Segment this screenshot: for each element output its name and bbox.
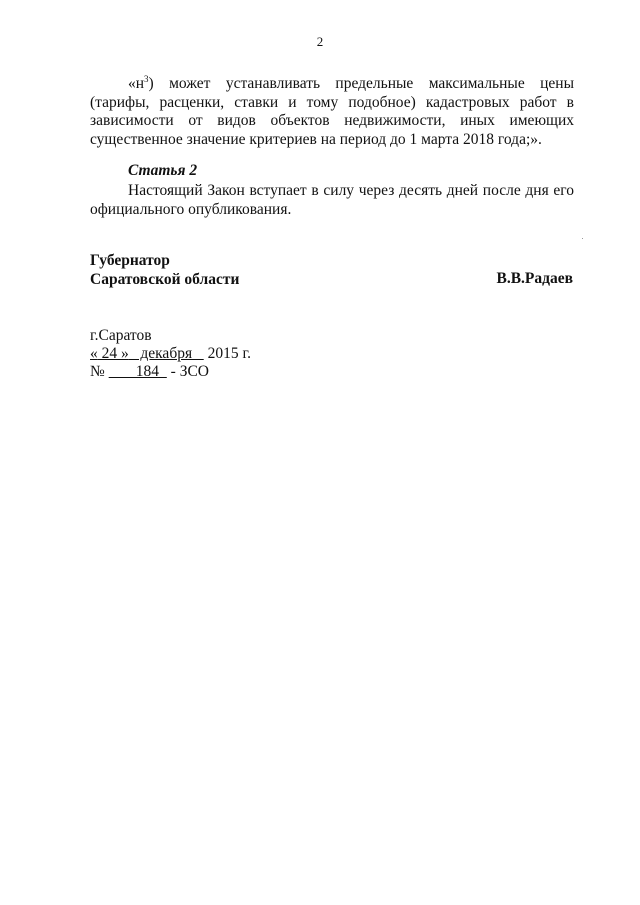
signatory-title-line1: Губернатор	[90, 252, 170, 269]
paragraph-open: «н	[128, 75, 145, 92]
signatory-name: В.В.Радаев	[496, 270, 573, 287]
scan-speck	[582, 238, 583, 239]
date-month: декабря	[128, 345, 204, 362]
date-close: »	[121, 345, 129, 362]
article-text: Настоящий Закон вступает в силу через десять дней после дня его официального опубликования.	[90, 182, 574, 218]
number-sign: №	[90, 363, 105, 380]
page-number: 2	[316, 34, 324, 49]
law-paragraph	[90, 75, 574, 149]
date-open: «	[90, 345, 98, 362]
signatory-title-line2: Саратовской области	[90, 270, 240, 288]
footer-city: г.Саратов	[90, 327, 152, 344]
date-day: 24	[97, 345, 121, 362]
number-value: 184	[108, 363, 167, 380]
footer-block	[90, 327, 251, 381]
paragraph-body: ) может устанавливать предельные максимальные цены (тарифы, расценки, ставки и тому подобное) кадастровых работ в зависимости от видов объектов недвижимости, иных имеющих существенное значение критериев на период до 1 марта 2018 года;».	[90, 75, 574, 148]
number-suffix: - ЗСО	[166, 363, 210, 380]
superscript-index: 3	[144, 73, 149, 84]
signatory-title	[90, 252, 239, 289]
article-heading: Статья 2	[128, 162, 198, 179]
footer-date	[90, 345, 251, 363]
date-year: 2015 г.	[203, 345, 251, 362]
footer-number	[90, 363, 251, 381]
